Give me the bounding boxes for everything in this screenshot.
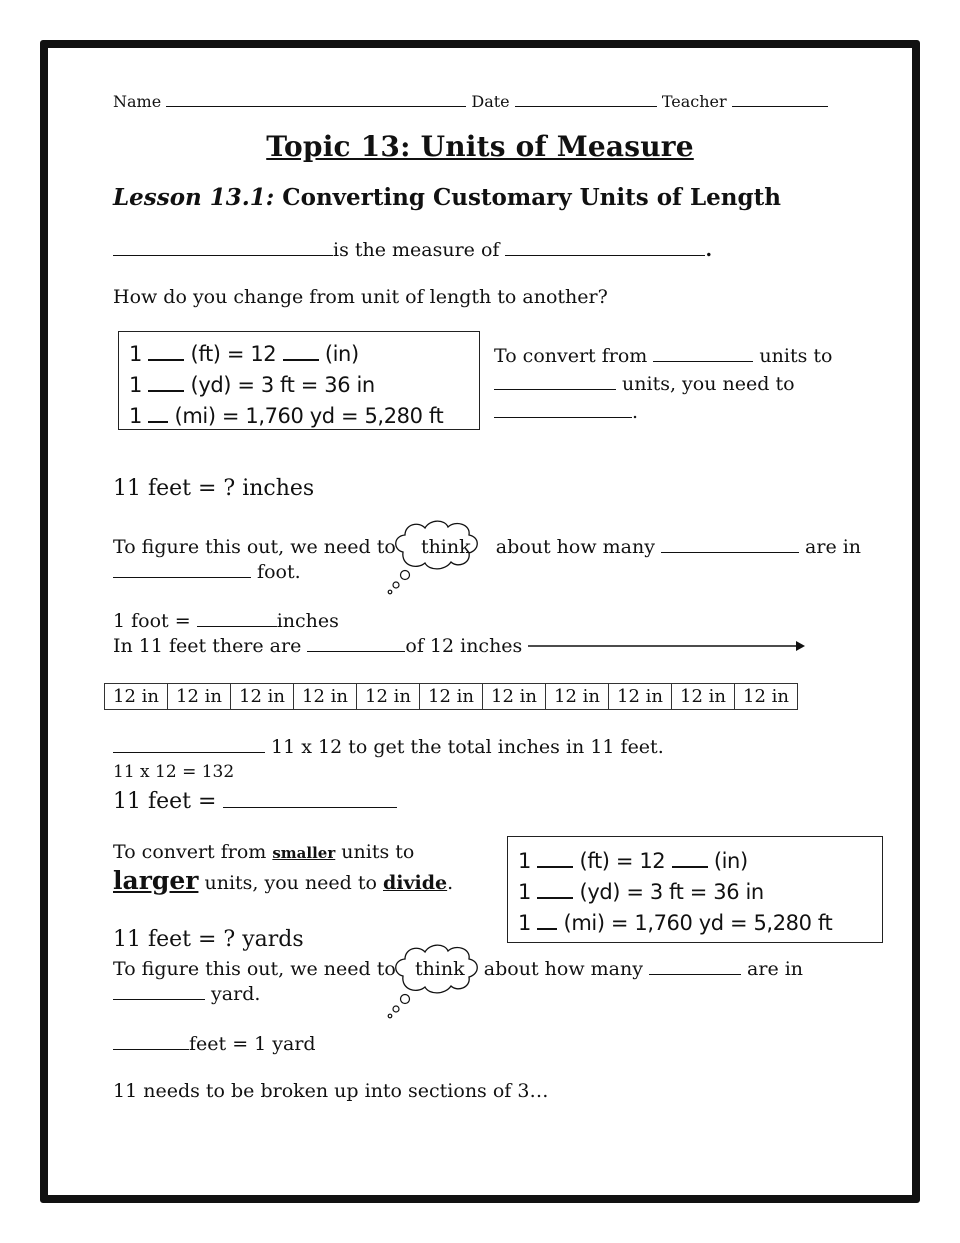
multiply-equation: 11 x 12 = 132 xyxy=(113,762,235,782)
definition-blank-2[interactable] xyxy=(505,236,705,256)
inches-strip xyxy=(104,683,798,710)
strip-cell: 12 in xyxy=(609,684,672,709)
definition-blank-1[interactable] xyxy=(113,236,333,256)
convert-note: To convert from units to units, you need to . xyxy=(494,342,832,426)
units-mi-line: 1 (mi) = 1,760 yd = 5,280 ft xyxy=(129,400,469,431)
page-title: Topic 13: Units of Measure xyxy=(266,130,694,163)
multiply-line: 11 x 12 to get the total inches in 11 feet. xyxy=(113,733,664,758)
yd-blank-2[interactable] xyxy=(537,876,573,899)
convert-blank-2[interactable] xyxy=(494,370,616,390)
in-blank[interactable] xyxy=(283,338,319,361)
example2-line2: yard. xyxy=(113,980,260,1005)
rule-line1: To convert from smaller units to xyxy=(113,841,415,863)
divide-word: divide xyxy=(383,872,448,894)
larger-word: larger xyxy=(113,866,199,895)
groups-line: In 11 feet there are of 12 inches xyxy=(113,632,522,657)
strip-cell: 12 in xyxy=(483,684,546,709)
mi-blank-2[interactable] xyxy=(537,907,557,930)
definition-line: is the measure of . xyxy=(113,236,712,261)
strip-cell: 12 in xyxy=(546,684,609,709)
rule-line2: larger units, you need to divide. xyxy=(113,866,454,895)
foot-equation: 1 foot = inches xyxy=(113,607,339,632)
name-field[interactable] xyxy=(166,90,466,107)
date-label: Date xyxy=(471,92,510,111)
strip-cell: 12 in xyxy=(420,684,483,709)
sections-line: 11 needs to be broken up into sections of 3… xyxy=(113,1080,549,1102)
in-blank-2[interactable] xyxy=(672,845,708,868)
example2-blank-2[interactable] xyxy=(113,980,205,1000)
convert-blank-3[interactable] xyxy=(494,398,632,418)
foot-blank[interactable] xyxy=(197,607,277,627)
strip-cell: 12 in xyxy=(231,684,294,709)
lesson-label: Lesson 13.1: xyxy=(113,184,275,211)
result-line: 11 feet = xyxy=(113,785,397,814)
strip-cell: 12 in xyxy=(743,686,789,707)
feet-yard-blank[interactable] xyxy=(113,1030,189,1050)
units-yd-line: 1 (yd) = 3 ft = 36 in xyxy=(129,369,469,400)
example1-line1: To figure this out, we need to think about how many are in xyxy=(113,533,861,558)
example2-blank-1[interactable] xyxy=(649,955,741,975)
header-line xyxy=(113,90,828,111)
thought-bubble-icon xyxy=(385,940,485,1022)
example1-line2: foot. xyxy=(113,558,301,583)
date-field[interactable] xyxy=(515,90,657,107)
units-box-1 xyxy=(118,331,480,430)
question: How do you change from unit of length to another? xyxy=(113,286,608,308)
example2-heading: 11 feet = ? yards xyxy=(113,927,304,952)
units-mi-line-2: 1 (mi) = 1,760 yd = 5,280 ft xyxy=(518,907,872,938)
yd-blank[interactable] xyxy=(148,369,184,392)
think-word: think xyxy=(420,536,471,558)
ft-blank[interactable] xyxy=(148,338,184,361)
example1-heading: 11 feet = ? inches xyxy=(113,476,315,501)
teacher-label: Teacher xyxy=(661,92,727,111)
groups-blank[interactable] xyxy=(307,632,405,652)
name-label: Name xyxy=(113,92,162,111)
strip-cell: 12 in xyxy=(294,684,357,709)
mi-blank[interactable] xyxy=(148,400,168,423)
smaller-word: smaller xyxy=(272,844,336,862)
teacher-field[interactable] xyxy=(732,90,828,107)
arrow-right-icon xyxy=(528,639,806,653)
units-box-2 xyxy=(507,836,883,943)
strip-cell: 12 in xyxy=(105,684,168,709)
multiply-blank[interactable] xyxy=(113,733,265,753)
example1-blank-1[interactable] xyxy=(661,533,799,553)
feet-yard-line: feet = 1 yard xyxy=(113,1030,316,1055)
result-blank[interactable] xyxy=(223,785,397,808)
strip-cell: 12 in xyxy=(357,684,420,709)
strip-cell: 12 in xyxy=(168,684,231,709)
think-word-2: think xyxy=(414,958,465,980)
lesson-heading xyxy=(113,184,781,211)
ft-blank-2[interactable] xyxy=(537,845,573,868)
units-ft-line: 1 (ft) = 12 (in) xyxy=(129,338,469,369)
units-ft-line-2: 1 (ft) = 12 (in) xyxy=(518,845,872,876)
units-yd-line-2: 1 (yd) = 3 ft = 36 in xyxy=(518,876,872,907)
convert-blank-1[interactable] xyxy=(653,342,753,362)
strip-cell: 12 in xyxy=(672,684,735,709)
lesson-title: Converting Customary Units of Length xyxy=(282,184,781,211)
example1-blank-2[interactable] xyxy=(113,558,251,578)
example2-line1: To figure this out, we need to think about how many are in xyxy=(113,955,803,980)
